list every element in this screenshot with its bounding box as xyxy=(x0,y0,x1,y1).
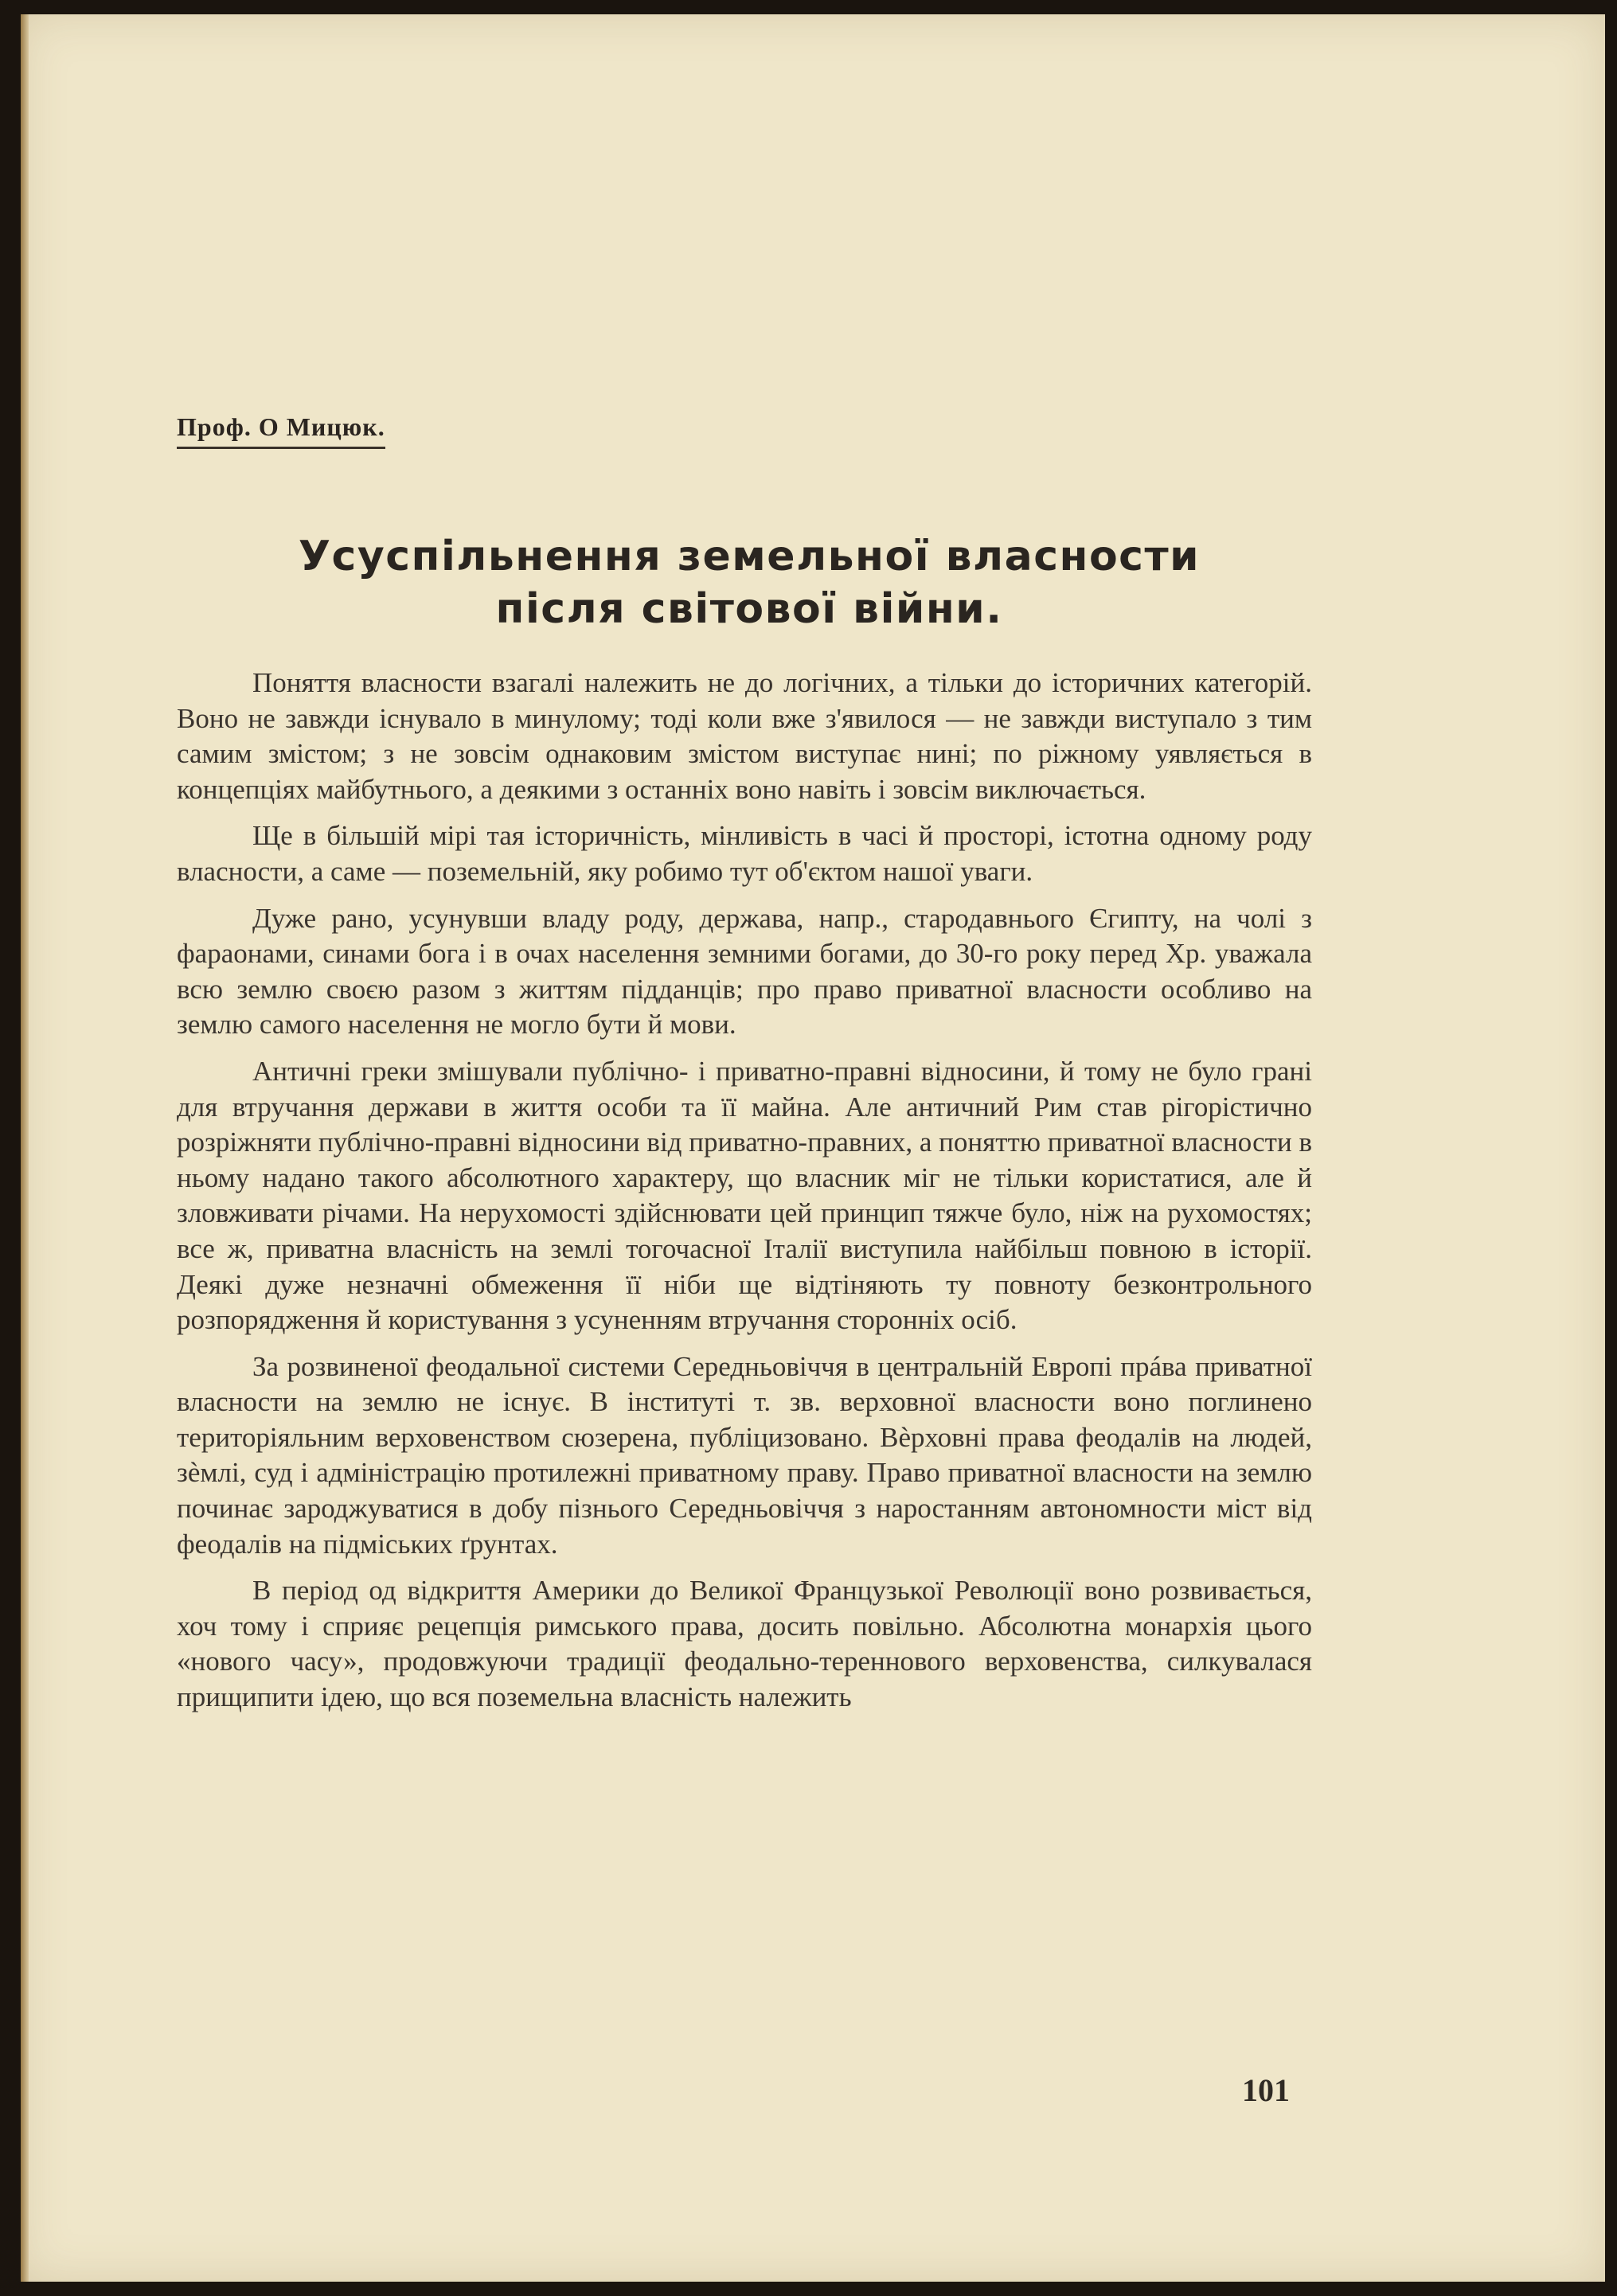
author-line: Проф. О Мицюк. xyxy=(177,412,385,449)
article-title xyxy=(140,530,1358,635)
title-line-1: Усуспільнення земельної власности xyxy=(298,533,1201,580)
article-body xyxy=(177,666,1312,1727)
paragraph-3: Дуже рано, усунувши владу роду, держава, напр., стародавнього Єгипту, на чолі з фараонами, синами бога і в очах населення земними богами, до 30-го року перед Хр. уважала всю землю своєю разом з життям підданців; про право приватної власности особливо на землю самого населення не могло бути й мови. xyxy=(177,902,1312,1041)
document-page xyxy=(21,14,1605,2282)
title-line-2: після світової війни. xyxy=(495,585,1003,633)
paragraph-4: Античні греки змішували публічно- і приватно-правні відносини, й тому не було грані для втручання держави в життя особи та її майна. Але античний Рим став рігорістично розріжняти публічно-правні відносини від приватно-правних, а поняттю приватної власности в ньому надано такого абсолютного характеру, що власник міг не тільки користатися, але й зловживати річами. На нерухомості здійснювати цей принцип тяжче було, ніж на рухомостях; все ж, приватна власність на землі тогочасної Італії виступила найбільш повною в історії. Деякі дуже незначні обмеження її ніби ще відтіняють ту повноту безконтрольного розпорядження й користування з усуненням втручання сторонніх осіб. xyxy=(177,1055,1312,1336)
page-edge xyxy=(21,14,29,2282)
paragraph-5: За розвиненої феодальної системи Середньовіччя в центральній Европі прáва приватної власности на землю не існує. В інституті т. зв. верховної власности воно поглинено територіяльним верховенством сюзерена, публіцизовано. Вѐрховні права феодалів на людей, зѐмлі, суд і адміністрацію протилежні приватному праву. Право приватної власности на землю починає зароджуватися в добу пізнього Середньовіччя з наростанням автономности міст від феодалів на підміських ґрунтах. xyxy=(177,1350,1312,1560)
paragraph-6: В період од відкриття Америки до Великої Французької Революції воно розвивається, хоч тому і сприяє рецепція римського права, досить повільно. Абсолютна монархія цього «нового часу», продовжуючи традиції феодально-тереннового верховенства, силкувалася прищипити ідею, що вся поземельна власність належить xyxy=(177,1575,1312,1713)
paragraph-2: Ще в більшій мірі тая історичність, мінливість в часі й просторі, істотна одному роду власности, а саме — поземельній, яку робимо тут об'єктом нашої уваги. xyxy=(177,820,1312,887)
page-number: 101 xyxy=(1242,2072,1290,2108)
paragraph-1: Поняття власности взагалі належить не до логічних, а тільки до історичних категорій. Воно не завжди існувало в минулому; тоді коли вже з'явилося — не завжди виступало з тим самим змістом; з не зовсім однаковим змістом виступає нині; по ріжному уявляється в концепціях майбутнього, а деякими з останніх воно навіть і зовсім виключається. xyxy=(177,667,1312,805)
